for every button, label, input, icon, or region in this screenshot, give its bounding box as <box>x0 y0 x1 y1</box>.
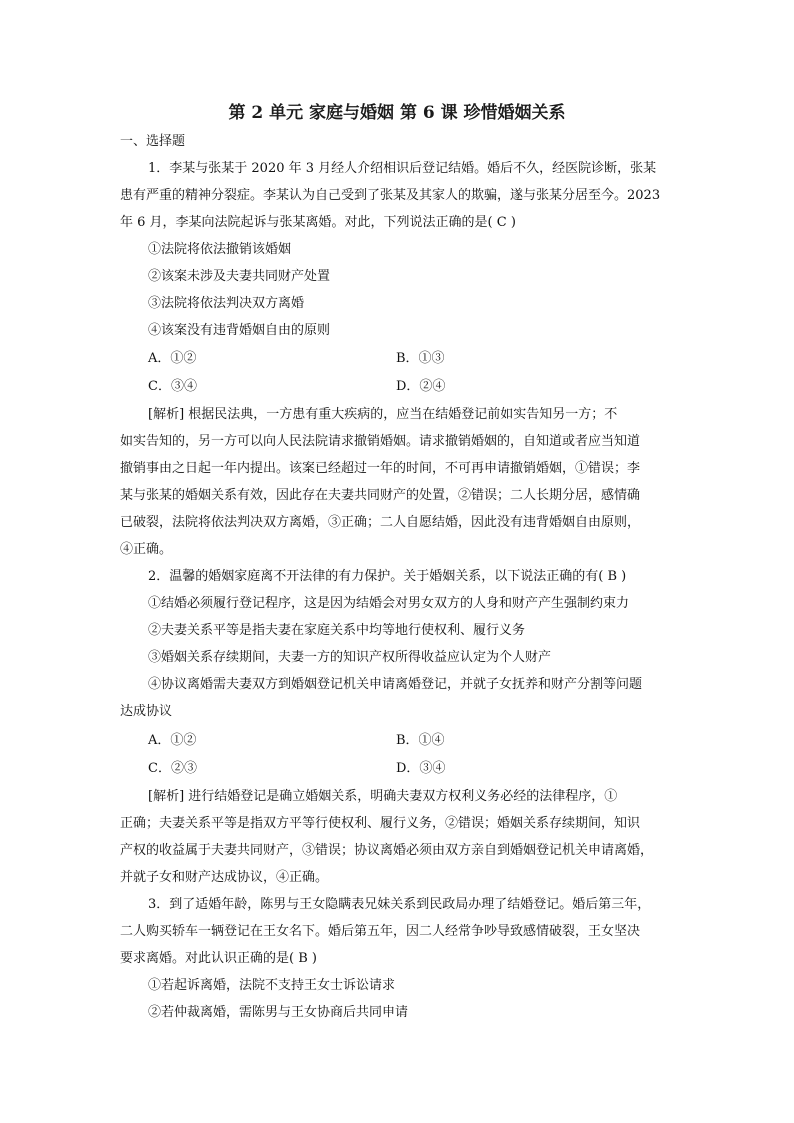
q3-stem-line: 二人购买轿车一辆登记在王女名下。婚后第五年，因二人经常争吵导致感情破裂，王女坚决 <box>120 924 641 939</box>
page-title: 第 2 单元 家庭与婚姻 第 6 课 珍惜婚姻关系 <box>228 103 566 123</box>
q1-item: ④该案没有违背婚姻自由的原则 <box>148 323 331 338</box>
q1-stem-line: 患有严重的精神分裂症。李某认为自己受到了张某及其家人的欺骗，遂与张某分居至今。2023 <box>120 188 661 203</box>
q2-analysis-line: 并就子女和财产达成协议，④正确。 <box>120 870 329 885</box>
q1-analysis-line: 如实告知的，另一方可以向人民法院请求撤销婚姻。请求撤销婚姻的，自知道或者应当知道 <box>120 434 641 449</box>
q1-stem-line: 1．李某与张某于 2020 年 3 月经人介绍相识后登记结婚。婚后不久，经医院诊断，张某 <box>148 161 657 176</box>
q3-stem-line: 要求离婚。对此认识正确的是( B ) <box>120 951 317 966</box>
q2-analysis-line: [解析] 进行结婚登记是确立婚姻关系，明确夫妻双方权利义务必经的法律程序，① <box>148 789 618 804</box>
q2-option-b: B．①④ <box>396 733 445 748</box>
q2-option-a: A．①② <box>148 733 197 748</box>
q1-option-d: D．②④ <box>396 379 446 394</box>
q1-analysis-line: 某与张某的婚姻关系有效，因此存在夫妻共同财产的处置，②错误；二人长期分居，感情确 <box>120 488 641 503</box>
q1-item: ③法院将依法判决双方离婚 <box>148 296 305 311</box>
q3-stem-line: 3．到了适婚年龄，陈男与王女隐瞒表兄妹关系到民政局办理了结婚登记。婚后第三年， <box>148 897 651 912</box>
q1-analysis-line: 已破裂，法院将依法判决双方离婚，③正确；二人自愿结婚，因此没有违背婚姻自由原则， <box>120 515 641 530</box>
q1-option-b: B．①③ <box>396 351 445 366</box>
q2-option-c: C．②③ <box>148 761 197 776</box>
q1-item: ①法院将依法撤销该婚姻 <box>148 242 292 257</box>
q2-analysis-line: 产权的收益属于夫妻共同财产，③错误；协议离婚必须由双方亲自到婚姻登记机关申请离婚， <box>120 843 654 858</box>
q2-item: ④协议离婚需夫妻双方到婚姻登记机关申请离婚登记，并就子女抚养和财产分割等问题 <box>148 677 643 692</box>
q1-analysis-line: ④正确。 <box>120 542 173 557</box>
q1-analysis-line: 撤销事由之日起一年内提出。该案已经超过一年的时间，不可再申请撤销婚姻，①错误；李 <box>120 461 641 476</box>
q1-item: ②该案未涉及夫妻共同财产处置 <box>148 269 331 284</box>
q2-stem-line: 2．温馨的婚姻家庭离不开法律的有力保护。关于婚姻关系，以下说法正确的有( B ) <box>148 569 627 584</box>
q3-item: ①若起诉离婚，法院不支持王女士诉讼请求 <box>148 978 396 993</box>
q3-item: ②若仲裁离婚，需陈男与王女协商后共同申请 <box>148 1005 409 1020</box>
q1-option-a: A．①② <box>148 351 197 366</box>
section-heading: 一、选择题 <box>120 134 186 149</box>
q2-analysis-line: 正确；夫妻关系平等是指双方平等行使权利、履行义务，②错误；婚姻关系存续期间，知识 <box>120 816 641 831</box>
q1-stem-line: 年 6 月，李某向法院起诉与张某离婚。对此，下列说法正确的是( C ) <box>120 215 516 230</box>
q1-analysis-line: [解析] 根据民法典，一方患有重大疾病的，应当在结婚登记前如实告知另一方；不 <box>148 407 618 422</box>
q2-item: 达成协议 <box>120 704 173 719</box>
q2-option-d: D．③④ <box>396 761 446 776</box>
q1-option-c: C．③④ <box>148 379 197 394</box>
q2-item: ③婚姻关系存续期间，夫妻一方的知识产权所得收益应认定为个人财产 <box>148 650 552 665</box>
q2-item: ②夫妻关系平等是指夫妻在家庭关系中均等地行使权利、履行义务 <box>148 623 526 638</box>
q2-item: ①结婚必须履行登记程序，这是因为结婚会对男女双方的人身和财产产生强制约束力 <box>148 596 630 611</box>
